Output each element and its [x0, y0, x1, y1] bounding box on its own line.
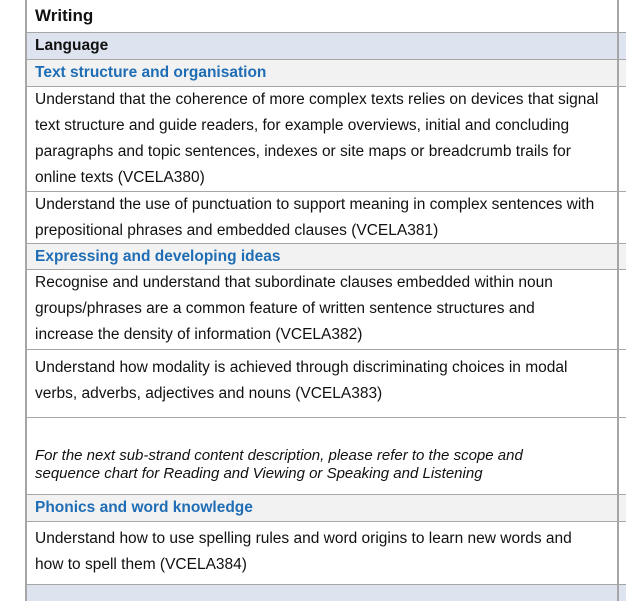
- strand-row: [25, 33, 626, 60]
- content-description: Understand how modality is achieved through discriminating choices in modal verbs, adverbs, adjectives and nouns (VCELA383): [25, 350, 619, 417]
- note-row: [25, 418, 626, 495]
- title-row: [25, 0, 626, 33]
- table-row: [25, 522, 626, 585]
- substrand-row: [25, 244, 626, 270]
- table-row: [25, 192, 626, 244]
- strand-heading: Language: [25, 33, 619, 59]
- content-description: Understand how to use spelling rules and word origins to learn new words and how to spell them (VCELA384): [25, 522, 619, 584]
- substrand-heading-text-structure: Text structure and organisation: [25, 60, 619, 86]
- content-description: Understand that the coherence of more complex texts relies on devices that signal text structure and guide readers, for example overviews, initial and concluding paragraphs and topic sentences, indexes or site maps or breadcrumb trails for online texts (VCELA380): [25, 87, 619, 191]
- substrand-heading-phonics: Phonics and word knowledge: [25, 495, 619, 521]
- curriculum-table: [25, 0, 626, 601]
- table-row: [25, 87, 626, 192]
- cross-reference-note: For the next sub-strand content description, please refer to the scope and sequence chart for Reading and Viewing or Speaking and Listening: [25, 418, 619, 494]
- table-row: [25, 350, 626, 418]
- content-description: Understand the use of punctuation to support meaning in complex sentences with prepositional phrases and embedded clauses (VCELA381): [25, 192, 619, 243]
- substrand-row: [25, 60, 626, 87]
- substrand-row: [25, 495, 626, 522]
- page-title: Writing: [25, 0, 619, 32]
- table-row: [25, 270, 626, 350]
- next-strand-row: [25, 585, 626, 601]
- substrand-heading-expressing-ideas: Expressing and developing ideas: [25, 244, 619, 269]
- content-description: Recognise and understand that subordinate clauses embedded within noun groups/phrases are a common feature of written sentence structures and increase the density of information (VCELA382): [25, 270, 619, 349]
